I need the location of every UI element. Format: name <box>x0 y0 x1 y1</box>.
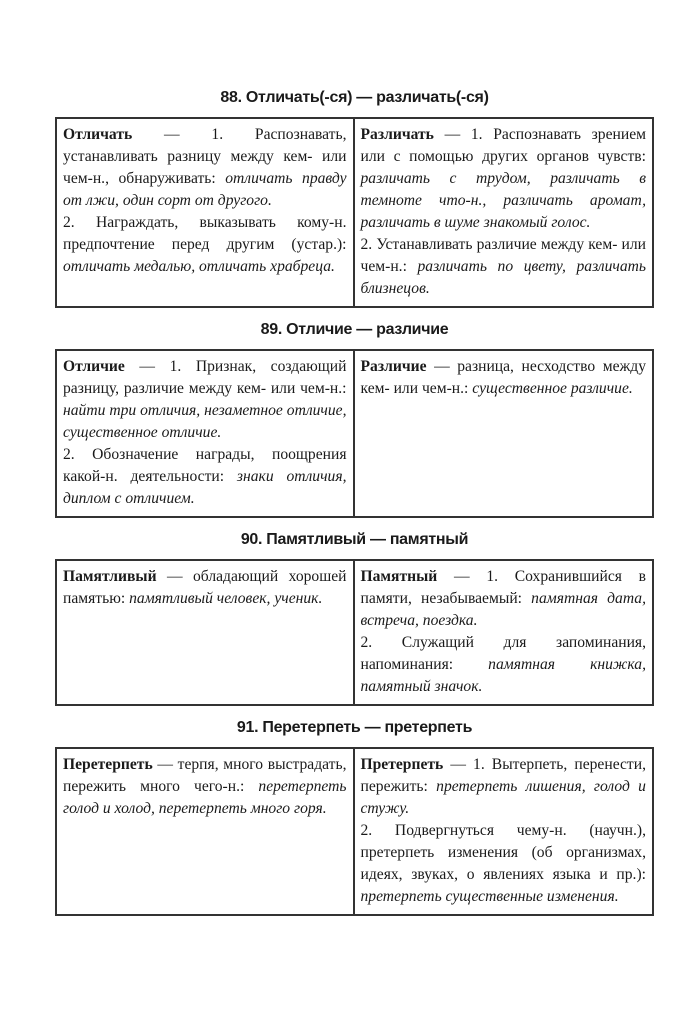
definition-paragraph <box>361 632 647 698</box>
usage-example: отличать правду от лжи, один сорт от другого. <box>63 170 347 209</box>
definition-text: — 1. Признак, создающий разницу, различие между кем- или чем-н.: <box>63 358 347 397</box>
usage-example: претерпеть лишения, голод и стужу. <box>360 778 646 817</box>
dictionary-page <box>55 88 654 928</box>
entry-title: 90. Памятливый — памятный <box>240 531 469 548</box>
usage-example: найти три отличия, незаметное отличие, существенное отличие. <box>63 402 347 441</box>
definition-text: — обладающий хорошей памятью: <box>63 568 347 607</box>
definition-text: 2. Устанавливать различие между кем- или чем-н.: <box>360 236 646 275</box>
right-definition-cell <box>355 119 653 306</box>
right-definition-cell <box>355 749 653 914</box>
usage-example: памятная книжка, памятный значок. <box>360 656 646 695</box>
definition-text: — 1. Сохранившийся в памяти, незабываемый: <box>360 568 646 607</box>
right-definition-cell <box>355 561 653 704</box>
definition-paragraph <box>63 356 347 444</box>
definition-text: — 1. Распознавать, устанавливать разницу между кем- или чем-н., обнаруживать: <box>63 126 347 187</box>
entry-title: 91. Перетерпеть — претерпеть <box>236 719 473 736</box>
definition-paragraph <box>361 820 647 908</box>
usage-example: отличать медалью, отличать храбреца. <box>63 258 335 275</box>
usage-example: памятливый человек, ученик. <box>129 590 323 607</box>
headword: Перетерпеть <box>63 756 153 773</box>
right-definition-cell <box>355 351 653 516</box>
entry-title: 89. Отличие — различие <box>260 321 449 338</box>
definition-text: 2. Подвергнуться чему-н. (научн.), претерпеть изменения (об организмах, идеях, звуках, о явлениях языка и пр.): <box>360 822 646 883</box>
comparison-table <box>55 747 654 916</box>
headword: Различие <box>360 358 427 375</box>
definition-paragraph <box>63 754 347 820</box>
usage-example: перетерпеть голод и холод, перетерпеть много горя. <box>63 778 347 817</box>
definition-text: — разница, несходство между кем- или чем-н.: <box>360 358 646 397</box>
entry-title: 88. Отличать(-ся) — различать(-ся) <box>220 89 489 106</box>
definition-paragraph <box>361 754 647 820</box>
headword: Памятливый <box>63 568 157 585</box>
headword: Памятный <box>360 568 438 585</box>
headword: Отличать <box>63 126 133 143</box>
left-definition-cell <box>57 351 355 516</box>
definition-paragraph <box>361 124 647 234</box>
definition-paragraph <box>63 124 347 212</box>
usage-example: претерпеть существенные изменения. <box>360 888 619 905</box>
definition-text: 2. Служащий для запоминания, напоминания: <box>360 634 646 673</box>
comparison-table <box>55 349 654 518</box>
definition-text: — 1. Распознавать зрением или с помощью других органов чувств: <box>360 126 646 165</box>
definition-text: 2. Обозначение награды, поощрения какой-н. деятельности: <box>63 446 347 485</box>
headword: Претерпеть <box>360 756 444 773</box>
definition-paragraph <box>63 566 347 610</box>
left-definition-cell <box>57 749 355 914</box>
left-definition-cell <box>57 119 355 306</box>
definition-text: — 1. Вытерпеть, перенести, пережить: <box>360 756 646 795</box>
headword: Отличие <box>63 358 125 375</box>
definition-paragraph <box>361 566 647 632</box>
definition-text: 2. Награждать, выказывать кому-н. предпочтение перед другим (устар.): <box>63 214 347 253</box>
headword: Различать <box>360 126 434 143</box>
left-definition-cell <box>57 561 355 704</box>
comparison-table <box>55 559 654 706</box>
usage-example: существенное различие. <box>472 380 633 397</box>
definition-paragraph <box>63 212 347 278</box>
definition-paragraph <box>63 444 347 510</box>
comparison-table <box>55 117 654 308</box>
definition-paragraph <box>361 356 647 400</box>
usage-example: различать по цвету, различать близнецов. <box>360 258 646 297</box>
usage-example: различать с трудом, различать в темноте что-н., различать аромат, различать в шуме знакомый голос. <box>360 170 646 231</box>
usage-example: памятная дата, встреча, поездка. <box>360 590 646 629</box>
definition-paragraph <box>361 234 647 300</box>
definition-text: — терпя, много выстрадать, пережить много чего-н.: <box>63 756 347 795</box>
usage-example: знаки отличия, диплом с отличием. <box>63 468 347 507</box>
